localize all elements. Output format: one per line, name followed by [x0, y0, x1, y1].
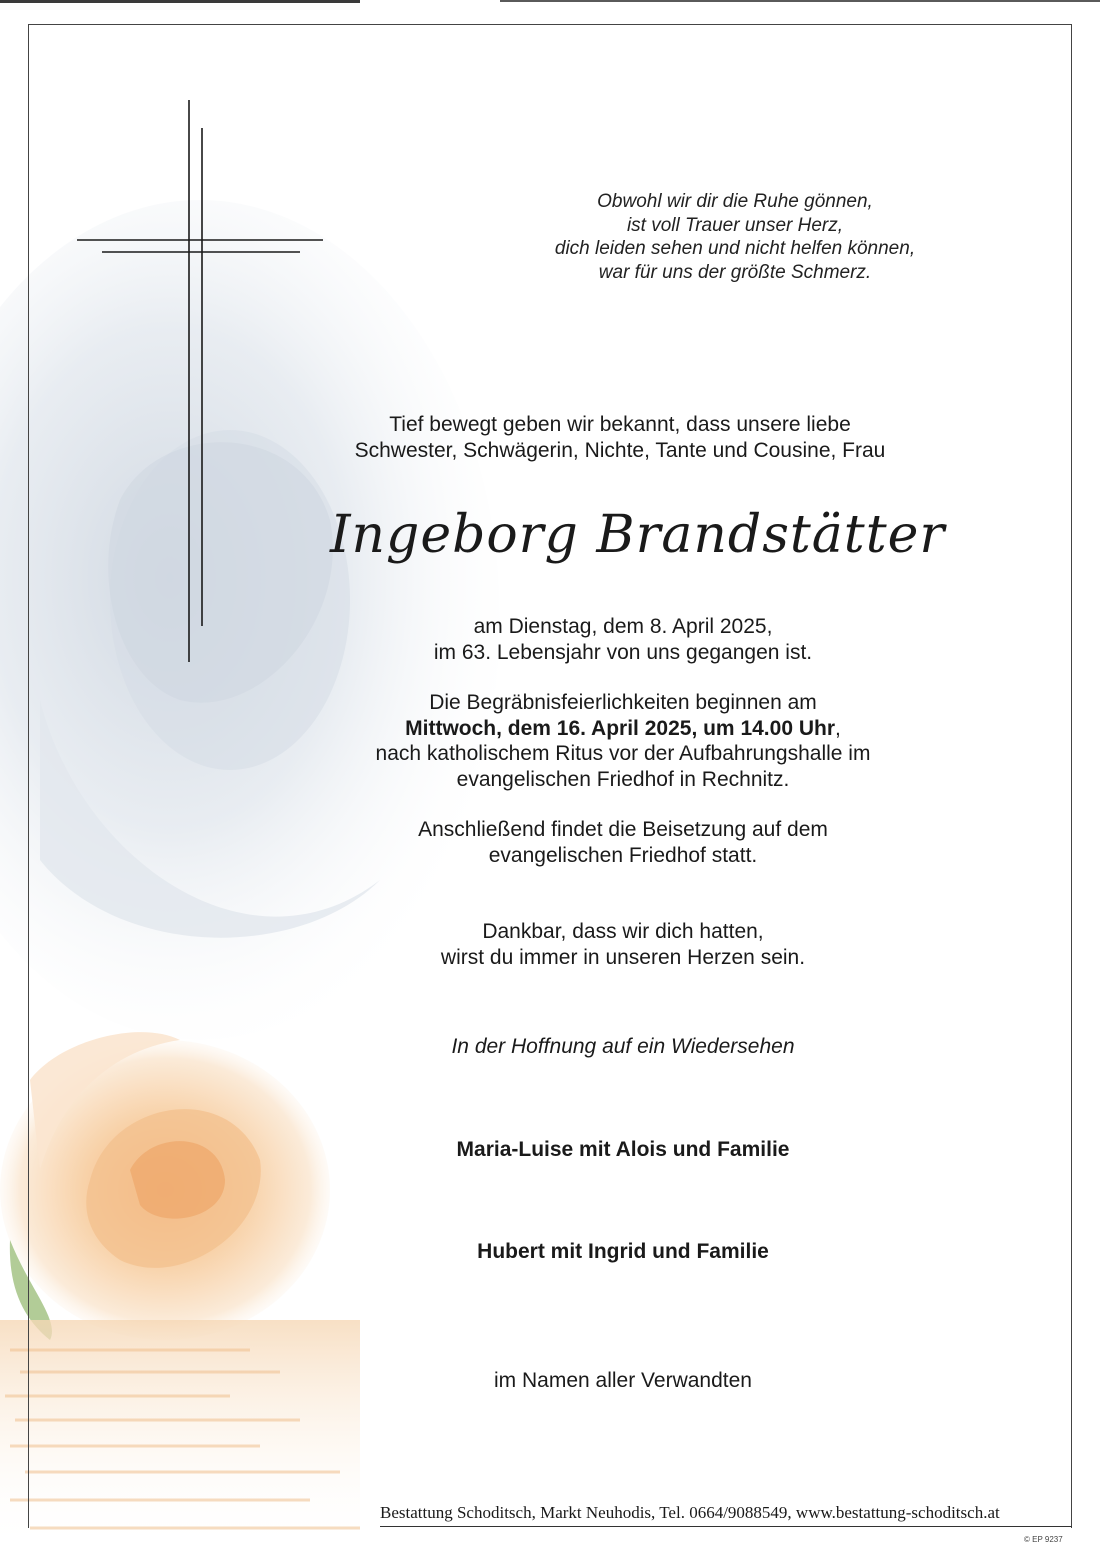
memorial-poem [520, 190, 950, 284]
funeral-date-bold: Mittwoch, dem 16. April 2025, um 14.00 Uhr [405, 716, 835, 740]
gratitude-line: wirst du immer in unseren Herzen sein. [440, 946, 806, 969]
funeral-datetime [330, 716, 916, 742]
announcement-line: Tief bewegt geben wir bekannt, dass unsere liebe [389, 413, 851, 436]
funeral-line: Die Begräbnisfeierlichkeiten beginnen am [429, 691, 817, 714]
gratitude-text [350, 919, 896, 971]
funeral-details [330, 690, 916, 792]
hope-line: In der Hoffnung auf ein Wiedersehen [451, 1035, 795, 1058]
poem-line: ist voll Trauer unser Herz, [626, 214, 844, 236]
funeral-date-tail: , [835, 716, 841, 740]
gratitude-line: Dankbar, dass wir dich hatten, [482, 920, 764, 943]
death-date [350, 614, 896, 666]
burial-line: Anschließend findet die Beisetzung auf dem [418, 818, 828, 841]
funeral-home-footer: Bestattung Schoditsch, Markt Neuhodis, Tel. 0664/9088549, www.bestattung-schoditsch.at [380, 1503, 1000, 1522]
announcement-intro [300, 412, 940, 464]
death-line: im 63. Lebensjahr von uns gegangen ist. [433, 641, 813, 664]
funeral-line: evangelischen Friedhof in Rechnitz. [456, 767, 790, 791]
poem-line: Obwohl wir dir die Ruhe gönnen, [597, 191, 873, 212]
announcement-line: Schwester, Schwägerin, Nichte, Tante und Cousine, Frau [354, 439, 886, 462]
funeral-line: nach katholischem Ritus vor der Aufbahrungshalle im [375, 742, 871, 765]
footer-divider [380, 1526, 1072, 1527]
cross-icon [0, 0, 400, 700]
mourner-family-1: Maria-Luise mit Alois und Familie [456, 1138, 790, 1161]
death-line: am Dienstag, dem 8. April 2025, [473, 615, 773, 638]
mourner-family-2: Hubert mit Ingrid und Familie [477, 1240, 769, 1263]
print-code: © EP 9237 [1024, 1535, 1063, 1544]
burial-details [350, 817, 896, 869]
burial-line: evangelischen Friedhof statt. [488, 844, 758, 867]
mourner-relatives: im Namen aller Verwandten [494, 1369, 752, 1392]
poem-line: dich leiden sehen und nicht helfen können, [554, 238, 916, 259]
poem-line: war für uns der größte Schmerz. [598, 261, 872, 283]
deceased-name: Ingeborg Brandstätter [330, 505, 946, 565]
